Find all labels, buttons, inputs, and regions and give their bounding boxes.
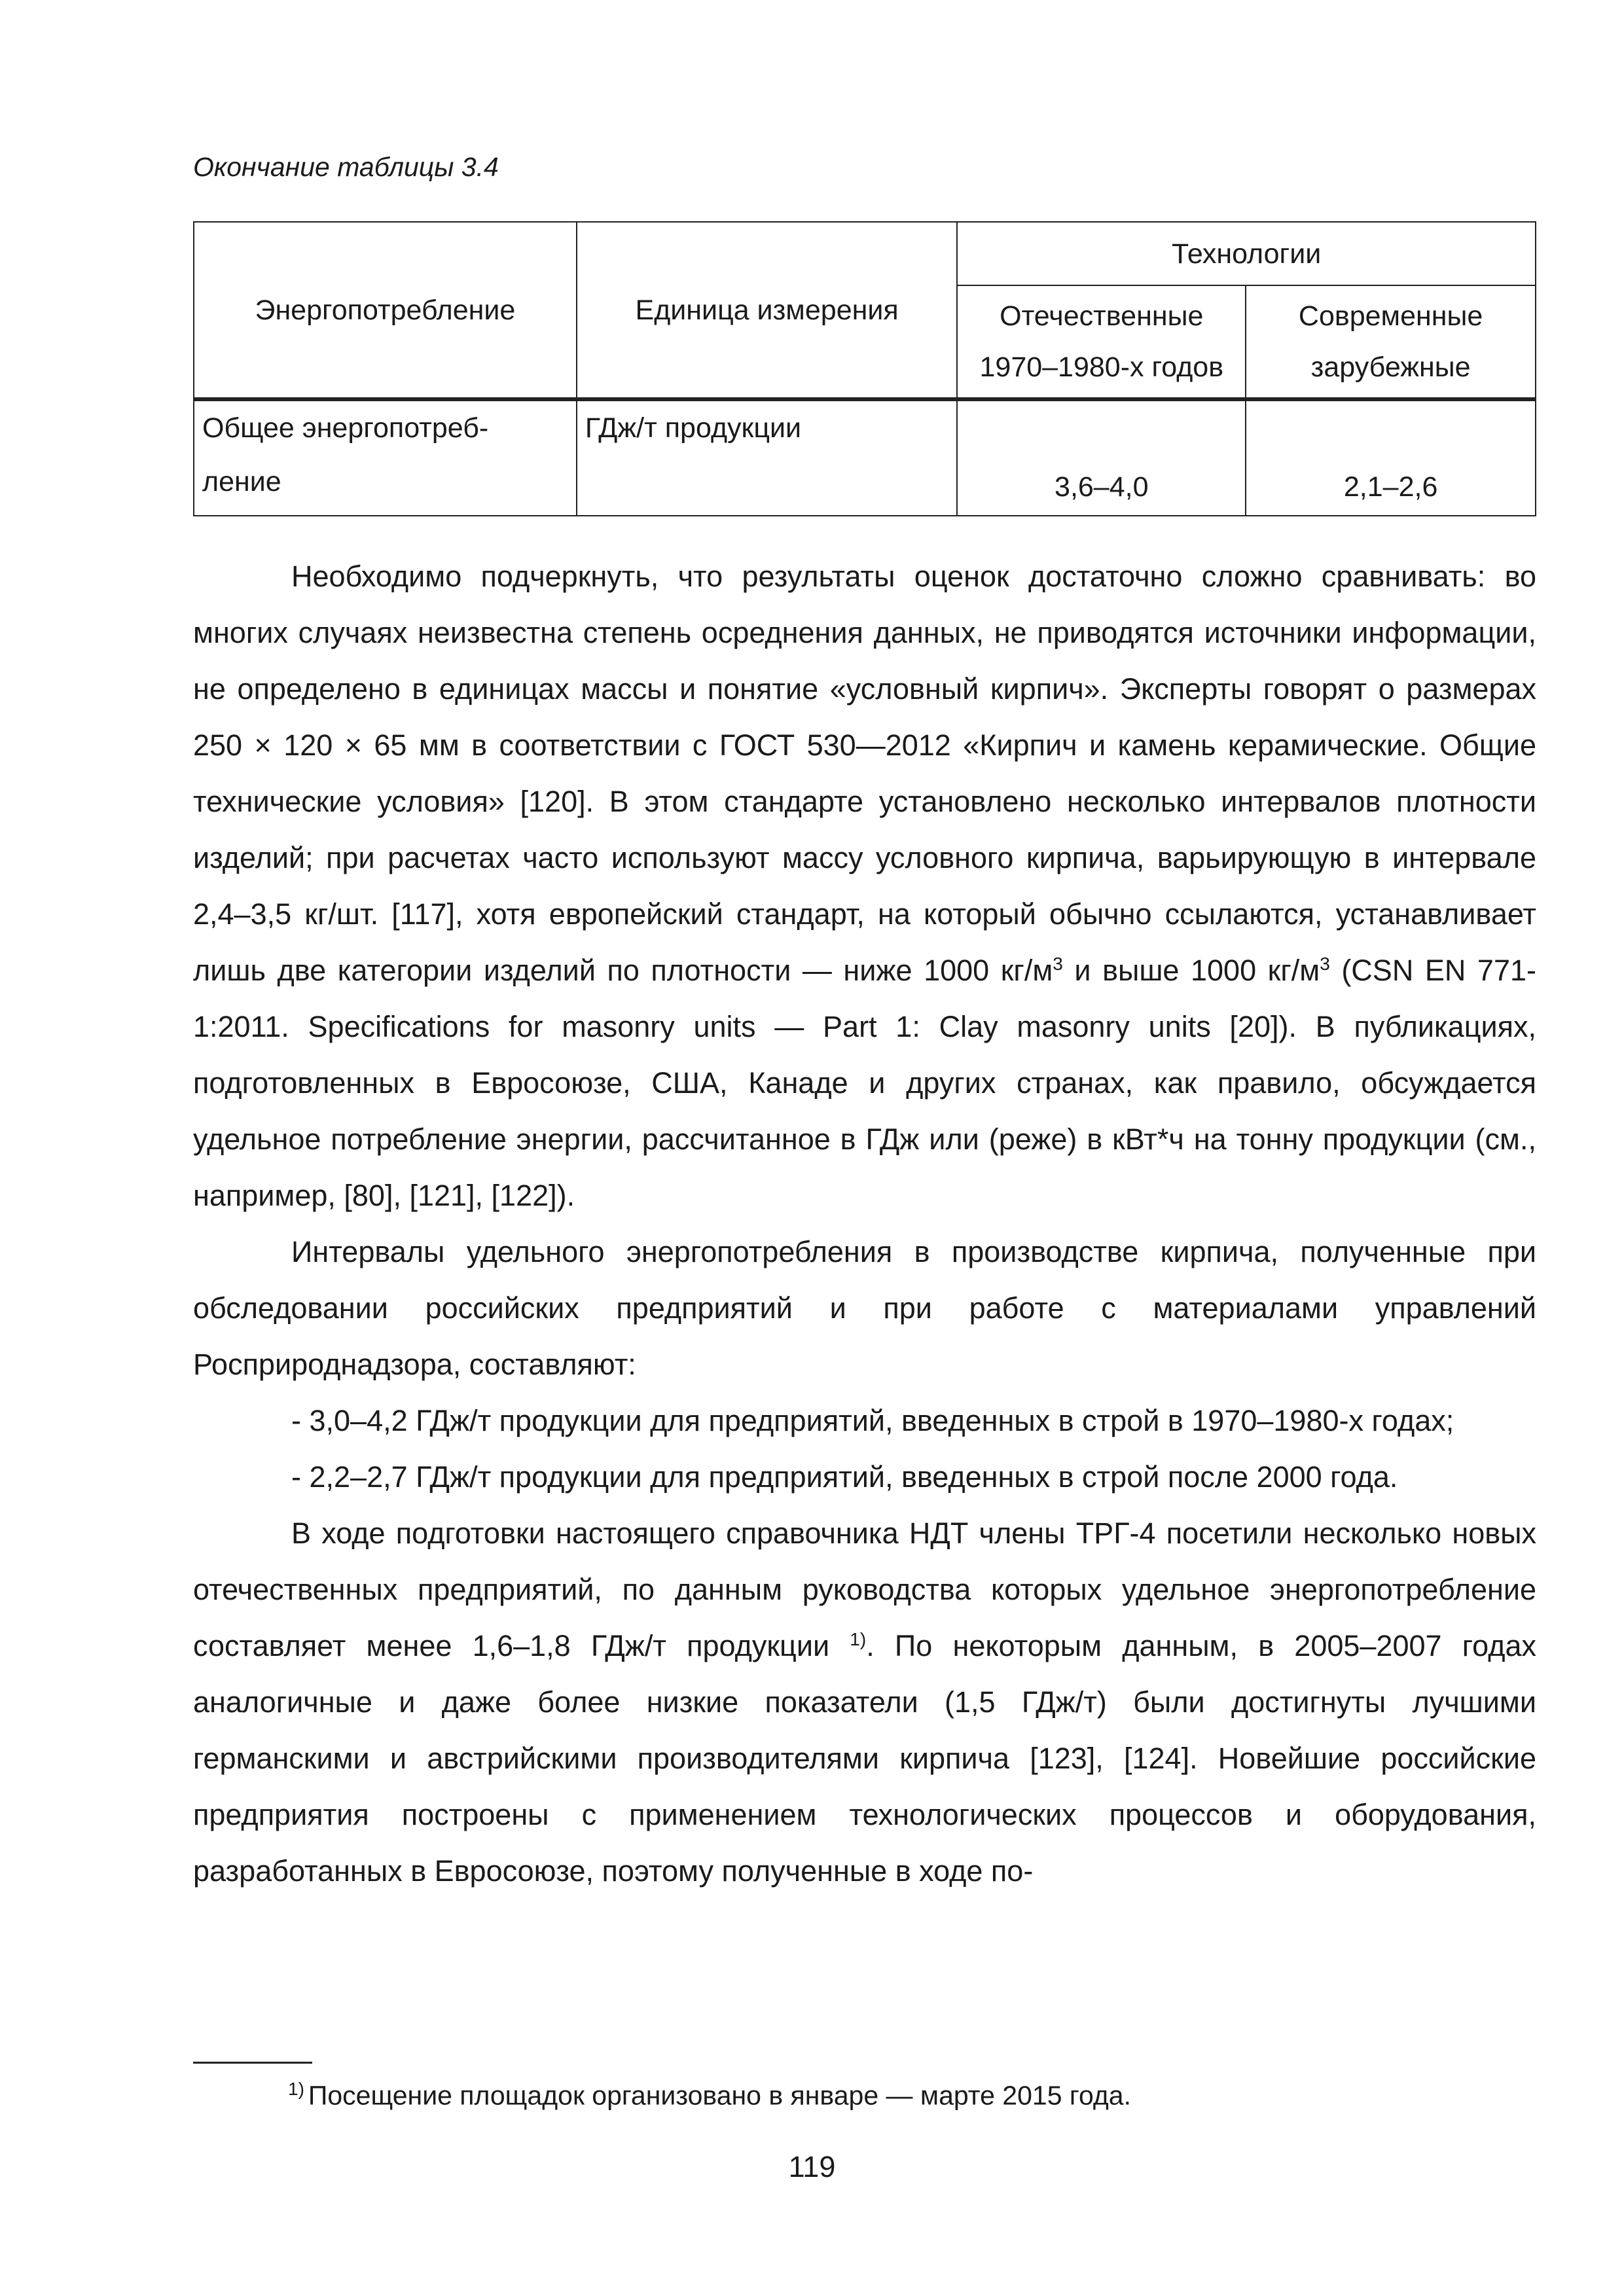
paragraph-1 (193, 548, 1536, 1224)
cell-foreign-value: 2,1–2,6 (1246, 399, 1536, 516)
cell-energy-line1: Общее энергопотреб- (202, 412, 489, 444)
footnote-reference: 1) (850, 1629, 867, 1649)
paragraph-1-part-a: Необходимо подчеркнуть, что результаты оценок достаточно сложно сравнивать: во многих случаях неизвестна степень осреднения данных, не приводятся источники информации, не определено в единицах массы и понятие «условный кирпич». Эксперты говорят о размерах 250 × 120 × 65 мм в соответствии с ГОСТ 530—2012 «Кирпич и камень керамические. Общие технические условия» [120]. В этом стандарте установлено несколько интервалов плотности изделий; при расчетах часто используют массу условного кирпича, варьирующую в интервале 2,4–3,5 кг/шт. [117], хотя европейский стандарт, на который обычно ссылаются, устанавливает лишь две категории изделий по плотности — ниже 1000 кг/м (193, 560, 1536, 987)
paragraph-1-part-b: и выше 1000 кг/м (1062, 954, 1320, 987)
superscript-3-second: 3 (1320, 954, 1330, 974)
page-number: 119 (788, 2150, 836, 2183)
header-foreign (1246, 285, 1536, 399)
table-caption: Окончание таблицы 3.4 (193, 152, 499, 182)
paragraph-2: Интервалы удельного энергопотребления в производстве кирпича, полученные при обследовании российских предприятий и при работе с материалами управлений Росприроднадзора, составляют: (193, 1235, 1536, 1381)
energy-table (193, 221, 1536, 516)
body-text (193, 548, 1536, 1899)
paragraph-1-part-c: (CSN EN 771-1:2011. Specifications for masonry units — Part 1: Clay masonry units [20]). В публикациях, подготовленных в Евросоюзе, США, Канаде и других странах, как правило, обсуждается удельное потребление энергии, рассчитанное в ГДж или (реже) в кВт*ч на тонну продукции (см., например, [80], [121], [122]). (193, 954, 1536, 1212)
paragraph-3-part-a: В ходе подготовки настоящего справочника НДТ члены ТРГ-4 посетили несколько новых отечественных предприятий, по данным руководства которых удельное энергопотребление составляет менее 1,6–1,8 ГДж/т продукции (193, 1516, 1536, 1662)
header-domestic (957, 285, 1246, 399)
superscript-3-first: 3 (1053, 954, 1063, 974)
header-foreign-line2: зарубежные (1310, 351, 1471, 383)
list-item-2: - 2,2–2,7 ГДж/т продукции для предприятий, введенных в строй после 2000 года. (291, 1460, 1398, 1494)
footnote (288, 2070, 1131, 2115)
cell-energy-line2: ление (202, 466, 281, 497)
header-domestic-line1: Отечественные (1000, 300, 1204, 332)
header-technologies: Технологии (957, 222, 1536, 285)
cell-domestic-value: 3,6–4,0 (957, 399, 1246, 516)
list-item-1: - 3,0–4,2 ГДж/т продукции для предприятий, введенных в строй в 1970–1980-х годах; (291, 1404, 1454, 1437)
footnote-marker: 1) (288, 2079, 304, 2099)
cell-unit: ГДж/т продукции (577, 399, 957, 516)
header-foreign-line1: Современные (1298, 300, 1483, 332)
cell-energy (194, 399, 577, 516)
header-unit: Единица измерения (577, 222, 957, 399)
paragraph-3-part-b: . По некоторым данным, в 2005–2007 годах аналогичные и даже более низкие показатели (1,5 ГДж/т) были достигнуты лучшими германскими и австрийскими производителями кирпича [123], [124]. Новейшие российские предприятия построены с применением технологических процессов и оборудования, разработанных в Евросоюзе, поэтому полученные в ходе по- (193, 1629, 1536, 1888)
header-domestic-line2: 1970–1980-х годов (979, 351, 1224, 383)
footnote-text: Посещение площадок организовано в январе — марте 2015 года. (308, 2080, 1131, 2111)
paragraph-3 (193, 1505, 1536, 1899)
footnote-separator (193, 2062, 312, 2064)
header-energy: Энергопотребление (194, 222, 577, 399)
